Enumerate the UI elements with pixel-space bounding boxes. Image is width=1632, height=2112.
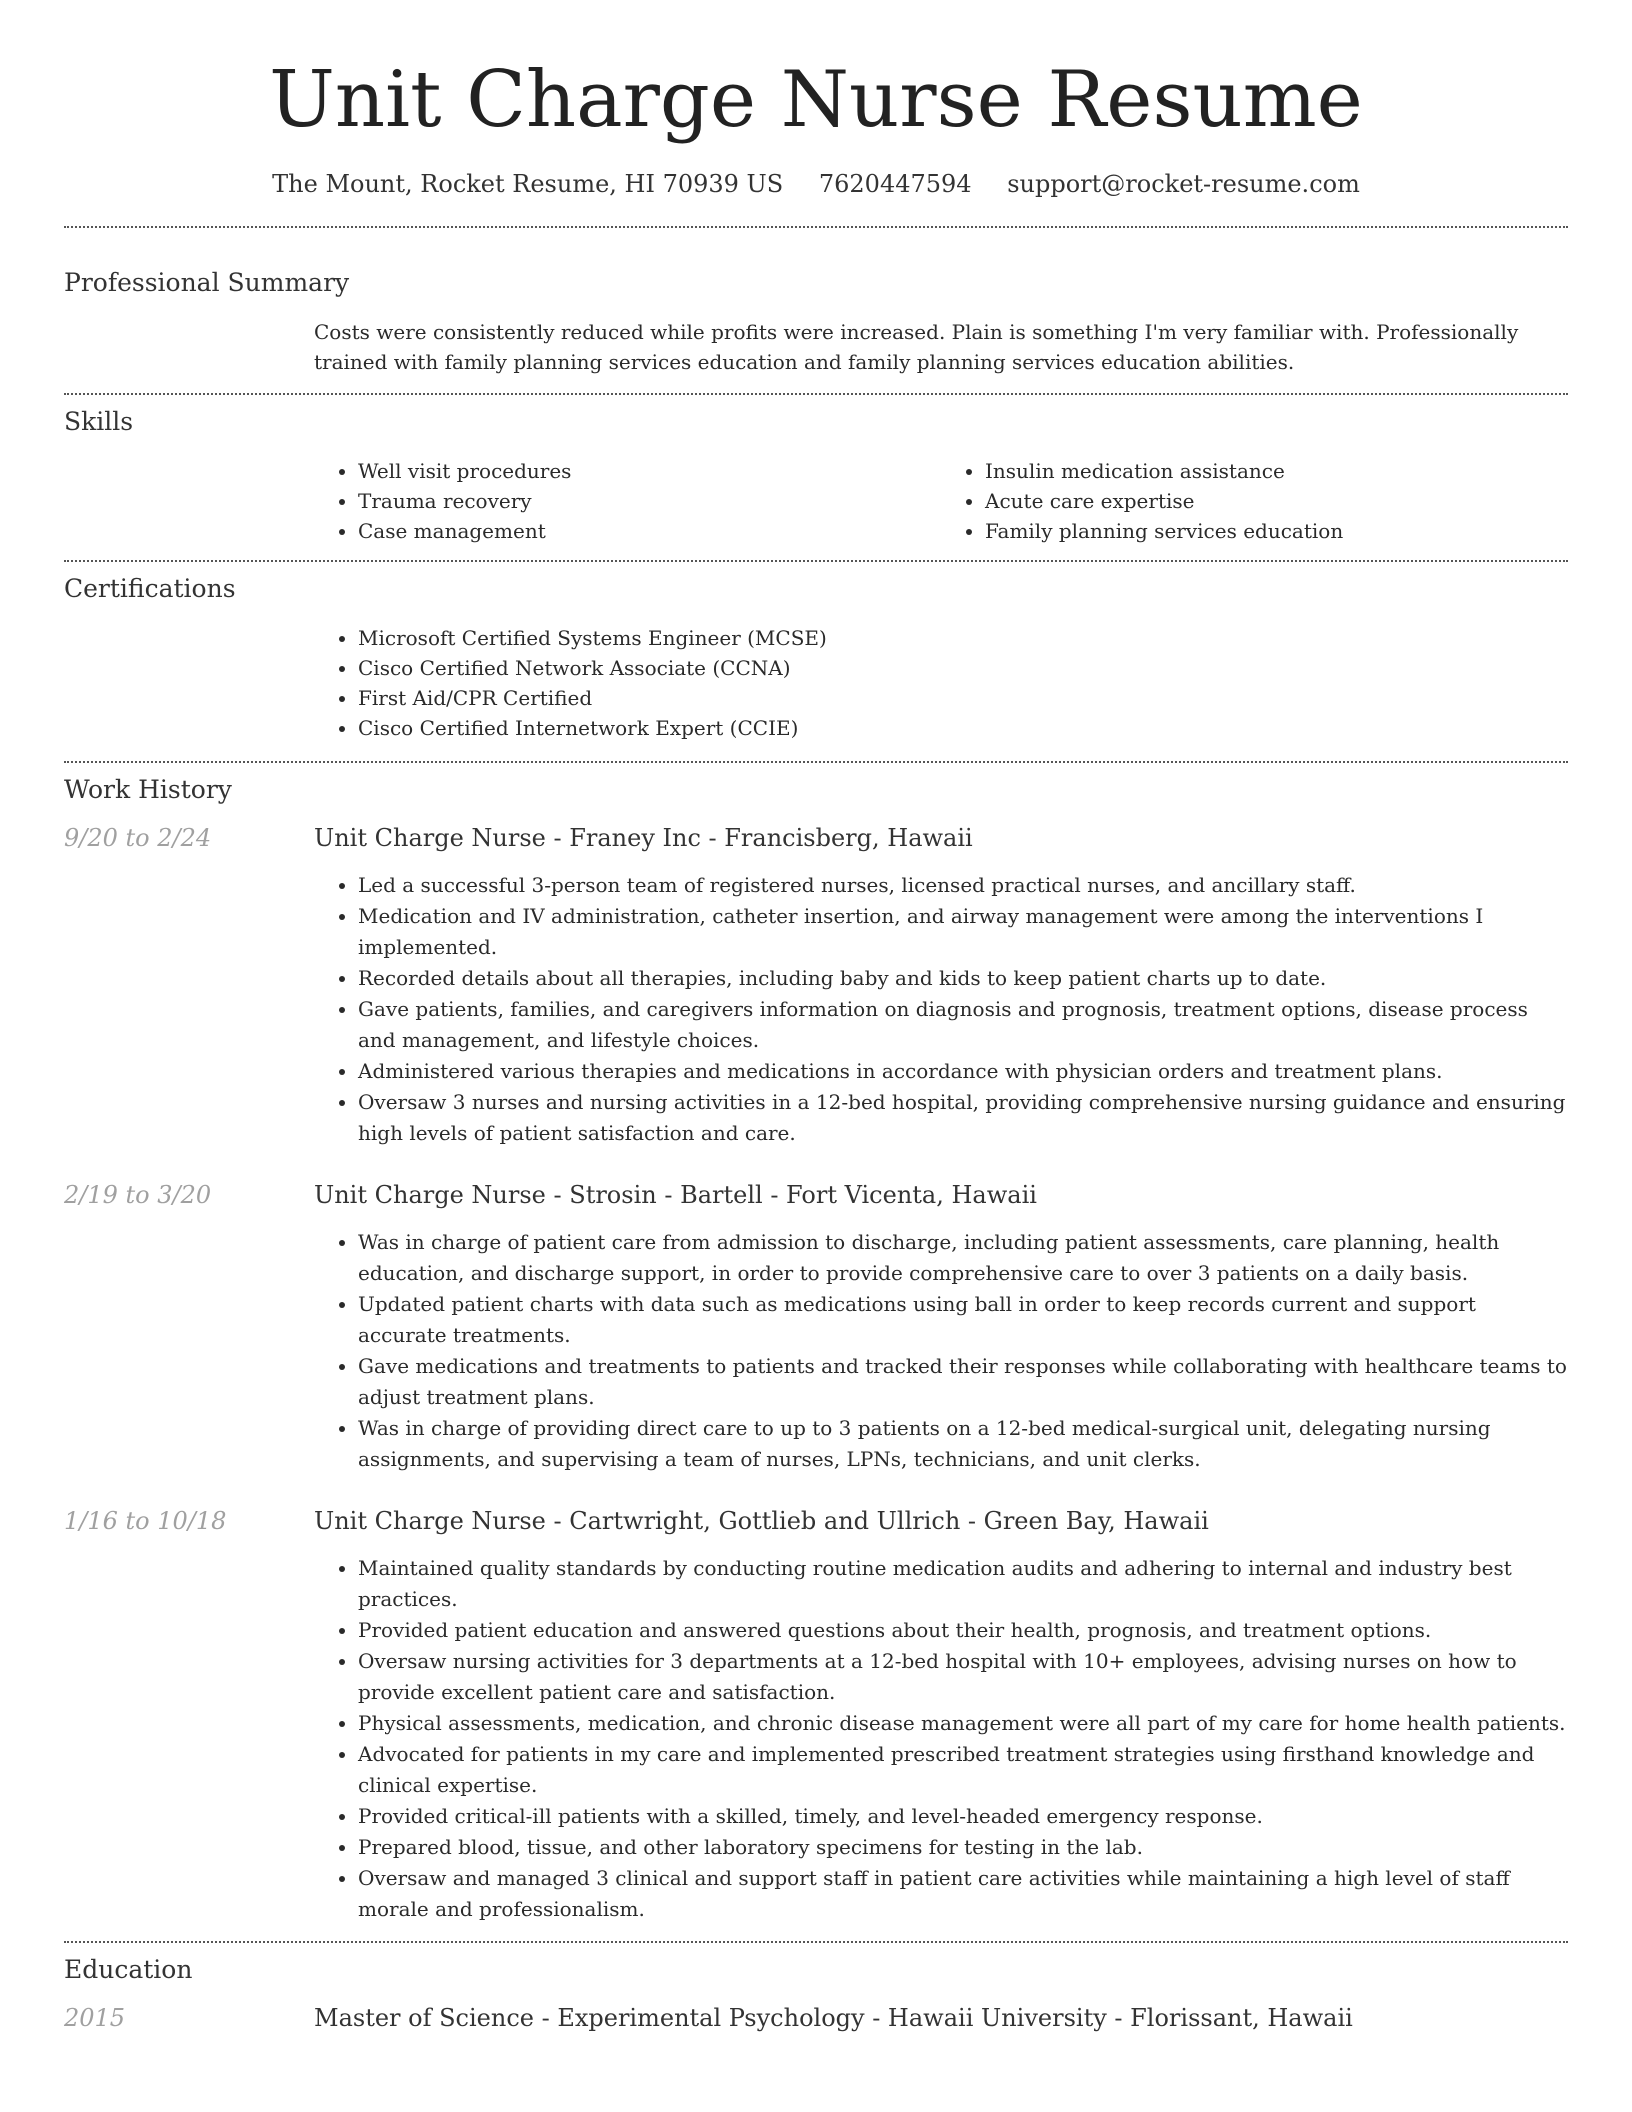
education-entry bbox=[64, 2002, 1568, 2034]
job-entry bbox=[64, 1179, 1568, 1475]
certifications-body bbox=[314, 623, 1568, 743]
job-bullet: • Updated patient charts with data such as medications using ball in order to keep records current and support accurate treatments. bbox=[358, 1289, 1568, 1351]
job-bullets bbox=[314, 1553, 1568, 1925]
work-history-section bbox=[64, 763, 1568, 1925]
education-main bbox=[314, 2002, 1568, 2034]
certifications-list bbox=[314, 623, 1568, 743]
certification-item: • Microsoft Certified Systems Engineer (MCSE) bbox=[358, 623, 1568, 653]
job-date: 9/20 to 2/24 bbox=[64, 824, 212, 852]
job-bullet: • Gave medications and treatments to patients and tracked their responses while collaborating with healthcare teams to adjust treatment plans. bbox=[358, 1351, 1568, 1413]
summary-heading: Professional Summary bbox=[64, 268, 350, 297]
page-title: Unit Charge Nurse Resume bbox=[269, 55, 1363, 145]
certification-item: • First Aid/CPR Certified bbox=[358, 683, 1568, 713]
job-bullet: • Provided patient education and answered questions about their health, prognosis, and treatment options. bbox=[358, 1615, 1568, 1646]
job-entry bbox=[64, 822, 1568, 1149]
job-title: Unit Charge Nurse - Cartwright, Gottlieb and Ullrich - Green Bay, Hawaii bbox=[314, 1507, 1209, 1535]
address-text: The Mount, Rocket Resume, HI 70939 US bbox=[272, 170, 784, 198]
phone-text: 7620447594 bbox=[818, 170, 972, 198]
certification-item: • Cisco Certified Network Associate (CCNA) bbox=[358, 653, 1568, 683]
skill-item: • Well visit procedures bbox=[358, 456, 941, 486]
skills-grid bbox=[314, 456, 1568, 546]
education-section bbox=[64, 1943, 1568, 2034]
skills-body bbox=[314, 456, 1568, 546]
job-date: 1/16 to 10/18 bbox=[64, 1507, 227, 1535]
certification-item: • Cisco Certified Internetwork Expert (CCIE) bbox=[358, 713, 1568, 743]
skill-item: • Case management bbox=[358, 516, 941, 546]
job-bullet: • Gave patients, families, and caregivers information on diagnosis and prognosis, treatment options, disease process and management, and lifestyle choices. bbox=[358, 994, 1568, 1056]
contact-line bbox=[64, 168, 1568, 200]
summary-text: Costs were consistently reduced while profits were increased. Plain is something I'm very familiar with. Professionally trained with family planning services education and family planning services education abilities. bbox=[314, 320, 1519, 374]
skills-list-right bbox=[941, 456, 1568, 546]
job-bullet: • Maintained quality standards by conducting routine medication audits and adhering to internal and industry best practices. bbox=[358, 1553, 1568, 1615]
job-main bbox=[314, 822, 1568, 1149]
job-bullet: • Prepared blood, tissue, and other laboratory specimens for testing in the lab. bbox=[358, 1832, 1568, 1863]
job-bullet: • Led a successful 3-person team of registered nurses, licensed practical nurses, and ancillary staff. bbox=[358, 870, 1568, 901]
job-bullet: • Medication and IV administration, catheter insertion, and airway management were among the interventions I implemented. bbox=[358, 901, 1568, 963]
job-date: 2/19 to 3/20 bbox=[64, 1181, 212, 1209]
summary-section bbox=[64, 228, 1568, 377]
job-main bbox=[314, 1505, 1568, 1925]
job-bullet: • Oversaw 3 nurses and nursing activities in a 12-bed hospital, providing comprehensive nursing guidance and ensuring high levels of patient satisfaction and care. bbox=[358, 1087, 1568, 1149]
skills-section bbox=[64, 395, 1568, 546]
education-heading: Education bbox=[64, 1955, 193, 1984]
job-bullet: • Oversaw and managed 3 clinical and support staff in patient care activities while maintaining a high level of staff morale and professionalism. bbox=[358, 1863, 1568, 1925]
job-bullet: • Was in charge of patient care from admission to discharge, including patient assessments, care planning, health education, and discharge support, in order to provide comprehensive care to over 3 patients on a daily basis. bbox=[358, 1227, 1568, 1289]
certifications-heading: Certifications bbox=[64, 574, 236, 603]
job-bullet: • Physical assessments, medication, and chronic disease management were all part of my care for home health patients. bbox=[358, 1708, 1568, 1739]
job-bullet: • Was in charge of providing direct care to up to 3 patients on a 12-bed medical-surgical unit, delegating nursing assignments, and supervising a team of nurses, LPNs, technicians, and unit clerks. bbox=[358, 1413, 1568, 1475]
skill-item: • Trauma recovery bbox=[358, 486, 941, 516]
job-entry bbox=[64, 1505, 1568, 1925]
skills-heading: Skills bbox=[64, 407, 134, 436]
skill-item: • Acute care expertise bbox=[985, 486, 1568, 516]
work-history-heading: Work History bbox=[64, 775, 232, 804]
job-bullet: • Recorded details about all therapies, including baby and kids to keep patient charts up to date. bbox=[358, 963, 1568, 994]
resume-page bbox=[64, 0, 1568, 2034]
education-title: Master of Science - Experimental Psychology - Hawaii University - Florissant, Hawaii bbox=[314, 2004, 1353, 2032]
education-date: 2015 bbox=[64, 2004, 126, 2032]
skills-list-left bbox=[314, 456, 941, 546]
skill-item: • Family planning services education bbox=[985, 516, 1568, 546]
job-title: Unit Charge Nurse - Strosin - Bartell - Fort Vicenta, Hawaii bbox=[314, 1181, 1037, 1209]
job-bullet: • Administered various therapies and medications in accordance with physician orders and treatment plans. bbox=[358, 1056, 1568, 1087]
job-bullet: • Provided critical-ill patients with a skilled, timely, and level-headed emergency response. bbox=[358, 1801, 1568, 1832]
certifications-section bbox=[64, 562, 1568, 743]
job-bullet: • Advocated for patients in my care and implemented prescribed treatment strategies using firsthand knowledge and clinical expertise. bbox=[358, 1739, 1568, 1801]
job-bullet: • Oversaw nursing activities for 3 departments at a 12-bed hospital with 10+ employees, advising nurses on how to provide excellent patient care and satisfaction. bbox=[358, 1646, 1568, 1708]
job-title: Unit Charge Nurse - Franey Inc - Francisberg, Hawaii bbox=[314, 824, 973, 852]
job-main bbox=[314, 1179, 1568, 1475]
skill-item: • Insulin medication assistance bbox=[985, 456, 1568, 486]
resume-header bbox=[64, 0, 1568, 200]
summary-body bbox=[314, 317, 1568, 377]
email-link[interactable]: support@rocket-resume.com bbox=[1007, 170, 1360, 198]
job-bullets bbox=[314, 870, 1568, 1149]
job-bullets bbox=[314, 1227, 1568, 1475]
